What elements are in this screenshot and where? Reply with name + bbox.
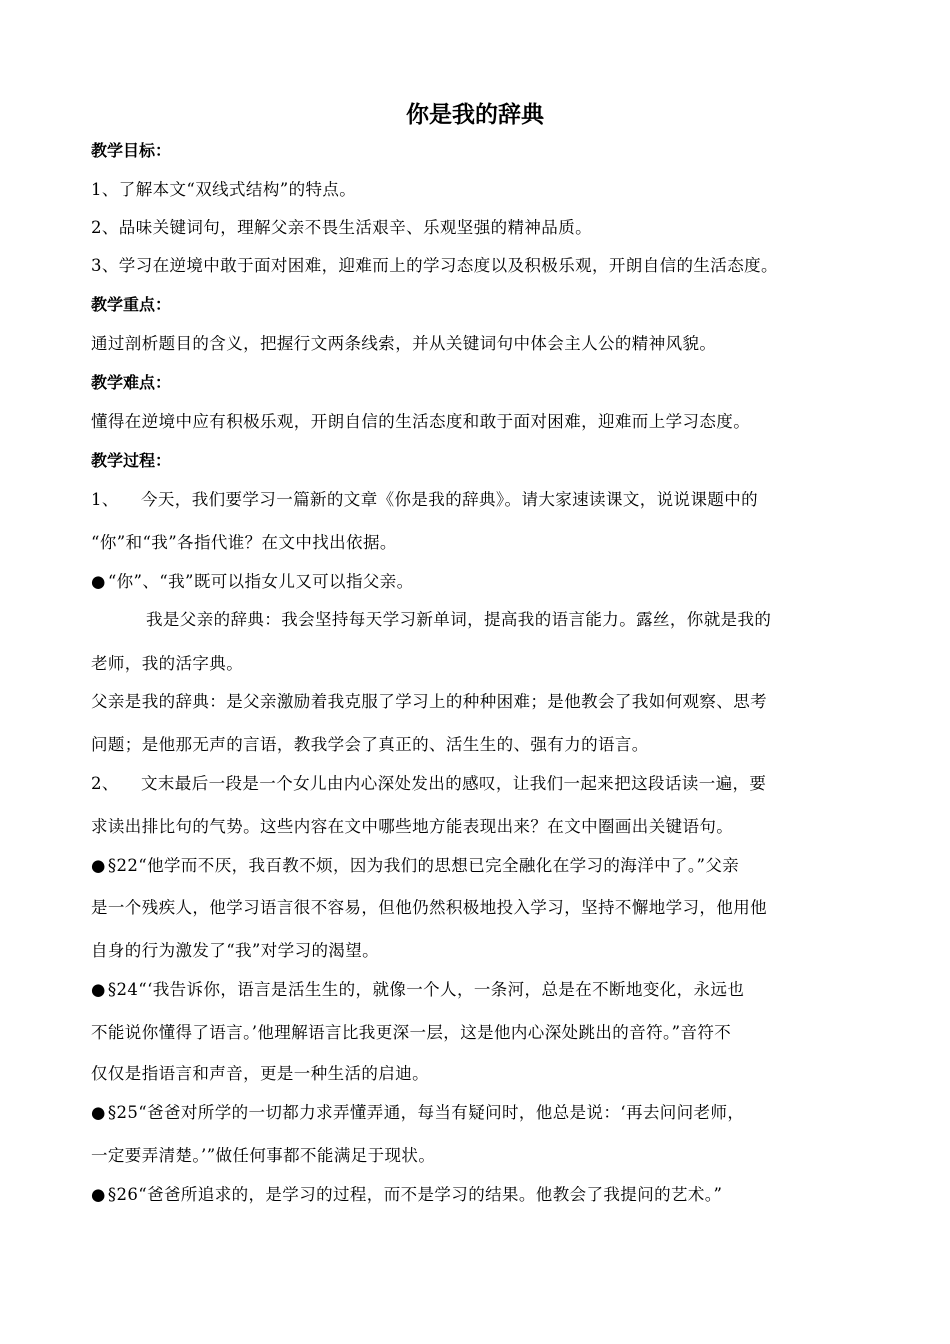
goals-heading: 教学目标： <box>91 141 172 160</box>
process-item-1 <box>91 486 758 510</box>
bullet-text: §22“他学而不厌，我百教不烦，因为我们的思想已完全融化在学习的海洋中了。”父亲 <box>107 856 740 875</box>
difficult-points-text: 懂得在逆境中应有积极乐观，开朗自信的生活态度和敢于面对困难，迎难而上学习态度。 <box>91 412 751 431</box>
bullet-text: §25“爸爸对所学的一切都力求弄懂弄通，每当有疑问时，他总是说：‘再去问问老师， <box>107 1103 745 1122</box>
document-title: 你是我的辞典 <box>406 102 544 128</box>
paragraph-line: 一定要弄清楚。’”做任何事都不能满足于现状。 <box>91 1146 436 1165</box>
process-item-1-cont: “你”和“我”各指代谁？在文中找出依据。 <box>91 533 397 552</box>
bullet-item <box>91 568 414 592</box>
paragraph-line: 父亲是我的辞典：是父亲激励着我克服了学习上的种种困难；是他教会了我如何观察、思考 <box>91 692 767 711</box>
paragraph-line: 不能说你懂得了语言。’他理解语言比我更深一层，这是他内心深处跳出的音符。”音符不 <box>91 1023 732 1042</box>
bullet-icon: ● <box>91 1103 106 1122</box>
bullet-text: §24“‘我告诉你，语言是活生生的，就像一个人，一条河，总是在不断地变化，永远也 <box>107 980 745 999</box>
process-item-2-cont: 求读出排比句的气势。这些内容在文中哪些地方能表现出来？在文中圈画出关键语句。 <box>91 817 734 836</box>
key-points-text: 通过剖析题目的含义，把握行文两条线索，并从关键词句中体会主人公的精神风貌。 <box>91 334 717 353</box>
goal-3: 3、学习在逆境中敢于面对困难，迎难而上的学习态度以及积极乐观，开朗自信的生活态度。 <box>91 256 778 275</box>
item-text: 文末最后一段是一个女儿由内心深处发出的感叹，让我们一起来把这段话读一遍，要 <box>141 774 767 793</box>
bullet-icon: ● <box>91 1185 106 1204</box>
item-text: 今天，我们要学习一篇新的文章《你是我的辞典》。请大家速读课文，说说课题中的 <box>141 490 759 509</box>
bullet-icon: ● <box>91 856 106 875</box>
bullet-text: §26“爸爸所追求的，是学习的过程，而不是学习的结果。他教会了我提问的艺术。” <box>107 1185 723 1204</box>
paragraph-line: 自身的行为激发了“我”对学习的渴望。 <box>91 941 380 960</box>
goal-2: 2、品味关键词句，理解父亲不畏生活艰辛、乐观坚强的精神品质。 <box>91 218 592 237</box>
process-item-2 <box>91 770 766 794</box>
item-number: 2、 <box>91 774 119 793</box>
bullet-text: “你”、“我”既可以指女儿又可以指父亲。 <box>107 572 414 591</box>
paragraph-line: 我是父亲的辞典：我会坚持每天学习新单词，提高我的语言能力。露丝，你就是我的 <box>146 610 772 629</box>
paragraph-line: 是一个残疾人，他学习语言很不容易，但他仍然积极地投入学习，坚持不懈地学习，他用他 <box>91 898 767 917</box>
key-points-heading: 教学重点： <box>91 295 172 314</box>
bullet-item <box>91 852 739 876</box>
paragraph-line: 问题；是他那无声的言语，教我学会了真正的、活生生的、强有力的语言。 <box>91 735 649 754</box>
bullet-item <box>91 1181 722 1205</box>
bullet-icon: ● <box>91 980 106 999</box>
process-heading: 教学过程： <box>91 451 172 470</box>
bullet-item <box>91 976 744 1000</box>
paragraph-line: 仅仅是指语言和声音，更是一种生活的启迪。 <box>91 1064 429 1083</box>
goal-1: 1、了解本文“双线式结构”的特点。 <box>91 180 357 199</box>
bullet-item <box>91 1099 744 1123</box>
paragraph-line: 老师，我的活字典。 <box>91 654 244 673</box>
item-number: 1、 <box>91 490 119 509</box>
difficult-points-heading: 教学难点： <box>91 373 172 392</box>
bullet-icon: ● <box>91 572 106 591</box>
